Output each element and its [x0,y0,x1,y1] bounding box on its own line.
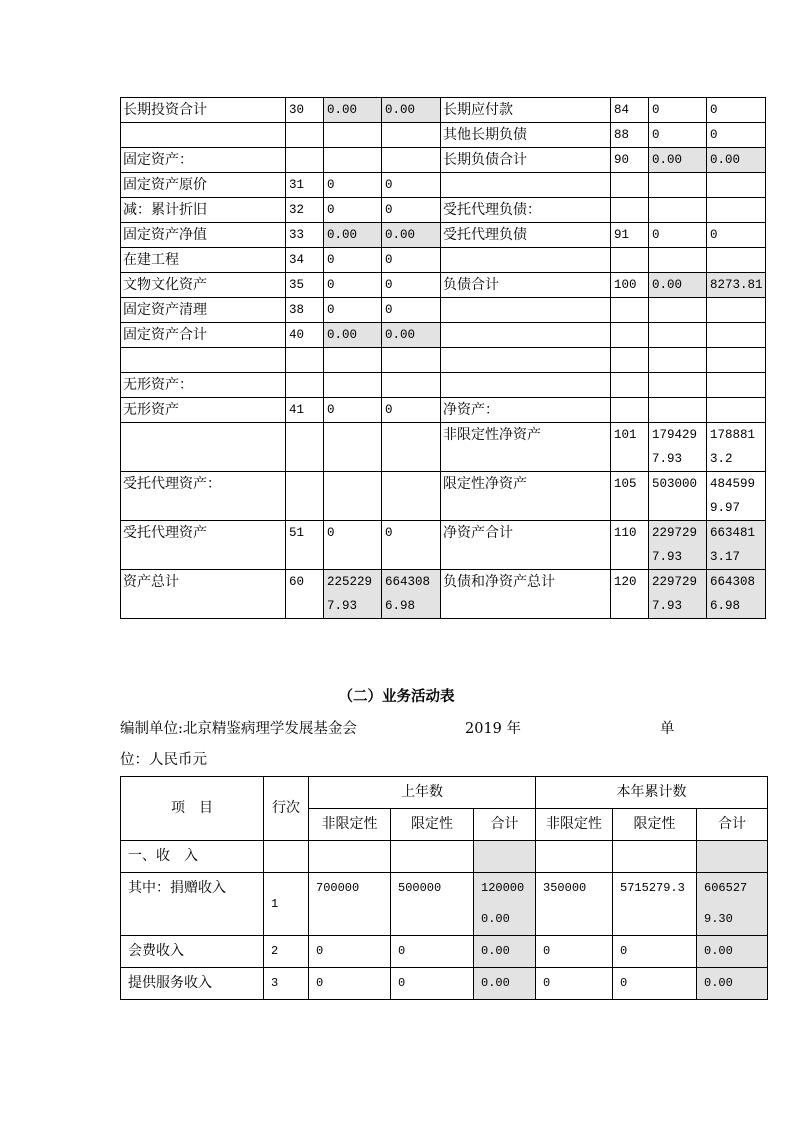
empty-cell [382,423,441,472]
empty-cell [286,472,324,521]
table-row [121,173,766,198]
empty-cell [324,123,382,148]
liability-line-no: 120 [611,570,649,619]
asset-line-no: 60 [286,570,324,619]
liability-item: 负债合计 [441,273,611,298]
table-row [121,472,766,521]
asset-value-1: 0 [324,398,382,423]
header-line-no: 行次 [264,777,309,841]
liability-line-no: 101 [611,423,649,472]
liability-value-1: 0 [649,123,707,148]
prior-unrestricted-value: 700000 [309,873,391,936]
liability-item: 长期应付款 [441,98,611,123]
empty-cell [707,398,766,423]
asset-item: 无形资产 [121,398,286,423]
table-row [121,373,766,398]
prior-unrestricted-value: 0 [309,936,391,968]
header-item: 项 目 [121,777,264,841]
empty-cell [121,423,286,472]
asset-item: 资产总计 [121,570,286,619]
asset-value-2: 0.00 [382,223,441,248]
asset-section-heading: 受托代理资产： [121,472,286,521]
asset-item: 在建工程 [121,248,286,273]
activity-item: 其中：捐赠收入 [121,873,264,936]
empty-cell [649,198,707,223]
table-row [121,423,766,472]
table-row [121,298,766,323]
asset-value-2: 0 [382,173,441,198]
header-current-total: 合计 [697,809,768,841]
empty-cell [707,323,766,348]
empty-cell [697,841,768,873]
current-unrestricted-value: 0 [536,936,613,968]
table-row [121,123,766,148]
current-unrestricted-value: 0 [536,968,613,1000]
asset-value-2: 0 [382,198,441,223]
empty-cell [707,298,766,323]
table-row [121,273,766,298]
liability-value-2: 0 [707,223,766,248]
asset-value-2: 0.00 [382,323,441,348]
header-prior-restricted: 限定性 [391,809,474,841]
asset-item: 固定资产净值 [121,223,286,248]
liability-item: 净资产合计 [441,521,611,570]
asset-line-no: 35 [286,273,324,298]
table-row [121,323,766,348]
asset-value-1: 0 [324,298,382,323]
asset-line-no: 41 [286,398,324,423]
liability-value-1: 0 [649,223,707,248]
asset-value-1: 0 [324,521,382,570]
table-row [121,936,768,968]
empty-cell [611,173,649,198]
empty-cell [613,841,697,873]
liability-section-heading: 受托代理负债： [441,198,611,223]
current-restricted-value: 0 [613,968,697,1000]
empty-cell [649,348,707,373]
asset-value-1: 2252297.93 [324,570,382,619]
asset-section-heading: 固定资产： [121,148,286,173]
liability-line-no: 88 [611,123,649,148]
activity-item: 会费收入 [121,936,264,968]
asset-value-2: 0 [382,398,441,423]
liability-value-1: 503000 [649,472,707,521]
asset-line-no: 34 [286,248,324,273]
liability-value-2: 1788813.2 [707,423,766,472]
asset-value-2: 6643086.98 [382,570,441,619]
prior-total-value: 0.00 [474,968,536,1000]
table-row [121,98,766,123]
prior-unrestricted-value: 0 [309,968,391,1000]
current-total-value: 0.00 [697,968,768,1000]
header-current-ytd: 本年累计数 [536,777,768,809]
empty-cell [441,298,611,323]
table-row [121,873,768,936]
empty-cell [611,298,649,323]
section-title: （二）业务活动表 [338,688,455,705]
empty-cell [286,148,324,173]
prior-restricted-value: 0 [391,936,474,968]
empty-cell [611,373,649,398]
balance-sheet-table [120,97,766,619]
liability-item: 受托代理负债 [441,223,611,248]
empty-cell [474,841,536,873]
asset-value-1: 0 [324,173,382,198]
header-row [121,777,768,809]
empty-cell [649,298,707,323]
asset-value-1: 0 [324,248,382,273]
table-row [121,223,766,248]
asset-item: 受托代理资产 [121,521,286,570]
empty-cell [441,248,611,273]
table-row [121,968,768,1000]
empty-cell [611,348,649,373]
current-total-value: 0.00 [697,936,768,968]
current-restricted-value: 5715279.3 [613,873,697,936]
asset-item: 固定资产清理 [121,298,286,323]
liability-section-heading: 净资产： [441,398,611,423]
header-current-restricted: 限定性 [613,809,697,841]
header-prior-year: 上年数 [309,777,536,809]
table-row [121,521,766,570]
asset-item: 固定资产原价 [121,173,286,198]
table-row [121,348,766,373]
liability-value-2: 0.00 [707,148,766,173]
liability-value-2: 6643086.98 [707,570,766,619]
empty-cell [286,348,324,373]
empty-cell [649,323,707,348]
asset-value-2: 0.00 [382,98,441,123]
empty-cell [264,841,309,873]
activity-table [120,776,768,1000]
empty-cell [391,841,474,873]
empty-cell [536,841,613,873]
empty-cell [707,348,766,373]
liability-line-no: 91 [611,223,649,248]
prior-total-value: 0.00 [474,936,536,968]
empty-cell [707,248,766,273]
asset-line-no: 38 [286,298,324,323]
empty-cell [611,198,649,223]
asset-value-2: 0 [382,298,441,323]
asset-value-1: 0.00 [324,223,382,248]
currency-unit-end: 位：人民币元 [120,752,207,768]
empty-cell [649,248,707,273]
report-year: 2019 年 [465,721,522,737]
asset-item: 固定资产合计 [121,323,286,348]
empty-cell [324,373,382,398]
asset-value-2: 0 [382,248,441,273]
empty-cell [649,173,707,198]
empty-cell [649,373,707,398]
compiler-unit: 编制单位:北京精鉴病理学发展基金会 [120,721,357,737]
liability-value-1: 2297297.93 [649,521,707,570]
asset-line-no: 31 [286,173,324,198]
empty-cell [611,248,649,273]
prior-total-value: 1200000.00 [474,873,536,936]
asset-line-no: 51 [286,521,324,570]
empty-cell [324,148,382,173]
empty-cell [382,123,441,148]
liability-line-no: 90 [611,148,649,173]
empty-cell [324,423,382,472]
liability-value-1: 1794297.93 [649,423,707,472]
empty-cell [309,841,391,873]
empty-cell [121,348,286,373]
asset-line-no: 30 [286,98,324,123]
liability-value-2: 8273.81 [707,273,766,298]
empty-cell [286,373,324,398]
table-row [121,841,768,873]
table-row [121,148,766,173]
asset-value-2: 0 [382,521,441,570]
empty-cell [611,323,649,348]
asset-line-no: 32 [286,198,324,223]
liability-value-1: 2297297.93 [649,570,707,619]
header-prior-total: 合计 [474,809,536,841]
prior-restricted-value: 500000 [391,873,474,936]
empty-cell [707,373,766,398]
liability-value-1: 0 [649,98,707,123]
empty-cell [649,398,707,423]
currency-unit-start: 单 [660,721,675,737]
asset-line-no: 33 [286,223,324,248]
activity-line-no: 1 [264,873,309,936]
prior-restricted-value: 0 [391,968,474,1000]
liability-item: 限定性净资产 [441,472,611,521]
activity-line-no: 2 [264,936,309,968]
liability-value-2: 0 [707,123,766,148]
activity-item: 一、收 入 [121,841,264,873]
asset-section-heading: 无形资产： [121,373,286,398]
empty-cell [441,173,611,198]
liability-line-no: 84 [611,98,649,123]
asset-item: 长期投资合计 [121,98,286,123]
liability-value-2: 6634813.17 [707,521,766,570]
current-total-value: 6065279.30 [697,873,768,936]
current-restricted-value: 0 [613,936,697,968]
asset-value-1: 0 [324,198,382,223]
liability-line-no: 105 [611,472,649,521]
asset-item: 文物文化资产 [121,273,286,298]
asset-value-1: 0.00 [324,98,382,123]
table-row [121,570,766,619]
empty-cell [441,323,611,348]
empty-cell [324,472,382,521]
liability-item: 长期负债合计 [441,148,611,173]
empty-cell [324,348,382,373]
asset-value-1: 0.00 [324,323,382,348]
liability-value-2: 0 [707,98,766,123]
liability-line-no: 100 [611,273,649,298]
empty-cell [286,423,324,472]
liability-value-1: 0.00 [649,148,707,173]
empty-cell [286,123,324,148]
asset-value-2: 0 [382,273,441,298]
empty-cell [121,123,286,148]
liability-line-no: 110 [611,521,649,570]
empty-cell [382,348,441,373]
empty-cell [382,148,441,173]
asset-item: 减：累计折旧 [121,198,286,223]
header-current-unrestricted: 非限定性 [536,809,613,841]
liability-value-2: 4845999.97 [707,472,766,521]
empty-cell [611,398,649,423]
activity-line-no: 3 [264,968,309,1000]
table-row [121,198,766,223]
empty-cell [441,348,611,373]
current-unrestricted-value: 350000 [536,873,613,936]
liability-item: 负债和净资产总计 [441,570,611,619]
asset-line-no: 40 [286,323,324,348]
header-prior-unrestricted: 非限定性 [309,809,391,841]
table-row [121,248,766,273]
liability-item: 非限定性净资产 [441,423,611,472]
empty-cell [707,173,766,198]
empty-cell [441,373,611,398]
empty-cell [382,373,441,398]
activity-item: 提供服务收入 [121,968,264,1000]
empty-cell [382,472,441,521]
liability-value-1: 0.00 [649,273,707,298]
asset-value-1: 0 [324,273,382,298]
empty-cell [707,198,766,223]
liability-item: 其他长期负债 [441,123,611,148]
table-row [121,398,766,423]
